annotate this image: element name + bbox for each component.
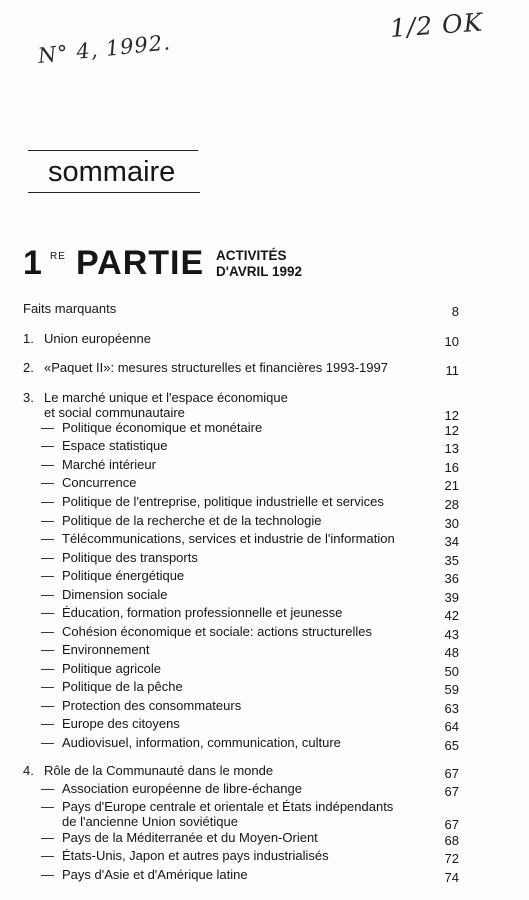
toc-entry-page: 67 bbox=[444, 817, 459, 832]
toc-entry-text: «Paquet II»: mesures structurelles et financières 1993-1997 bbox=[44, 360, 388, 375]
toc-dash-bullet: — bbox=[41, 867, 54, 882]
toc-entry-number: 3. bbox=[23, 390, 34, 405]
toc-dash-bullet: — bbox=[41, 494, 54, 509]
toc-entry-page: 39 bbox=[444, 590, 459, 605]
toc-entry-text: Politique agricole bbox=[62, 661, 162, 676]
toc-dash-bullet: — bbox=[41, 457, 54, 472]
toc-entry-text: Politique des transports bbox=[62, 550, 198, 565]
toc-entry-page: 11 bbox=[445, 363, 459, 378]
toc-entry-text: Environnement bbox=[62, 642, 150, 657]
toc-entry-page: 50 bbox=[444, 664, 459, 679]
toc-entry-text: Faits marquants bbox=[23, 301, 117, 316]
toc-dash-bullet: — bbox=[41, 568, 54, 583]
toc-entry-text: Dimension sociale bbox=[62, 587, 168, 602]
toc-dash-bullet: — bbox=[41, 735, 54, 750]
toc-entry bbox=[0, 780, 529, 798]
toc-entry-text: Politique économique et monétaire bbox=[62, 420, 263, 435]
toc-entry bbox=[0, 641, 529, 659]
toc-entry bbox=[0, 715, 529, 733]
toc-entry bbox=[0, 866, 529, 884]
toc-dash-bullet: — bbox=[41, 550, 54, 565]
toc-dash-bullet: — bbox=[41, 716, 54, 731]
toc-entry-page: 35 bbox=[444, 553, 459, 568]
toc-dash-bullet: — bbox=[41, 420, 54, 435]
toc-entry bbox=[0, 798, 529, 832]
title-rule-top bbox=[28, 150, 198, 151]
toc-dash-bullet: — bbox=[41, 830, 54, 845]
toc-entry-page: 68 bbox=[444, 833, 459, 848]
toc-entry bbox=[0, 829, 529, 847]
toc-dash-bullet: — bbox=[41, 605, 54, 620]
toc-entry bbox=[0, 847, 529, 865]
toc-entry bbox=[0, 567, 529, 585]
toc-entry bbox=[0, 678, 529, 696]
toc-entry-text: Politique énergétique bbox=[62, 568, 185, 583]
toc-entry-text: Association européenne de libre-échange bbox=[62, 781, 302, 796]
toc-entry-page: 65 bbox=[444, 738, 459, 753]
toc-entry bbox=[0, 389, 529, 423]
toc-entry bbox=[0, 419, 529, 437]
part-word: PARTIE bbox=[76, 244, 205, 282]
toc-dash-bullet: — bbox=[41, 698, 54, 713]
part-number-suffix: RE bbox=[50, 251, 66, 262]
toc-entry-page: 12 bbox=[444, 423, 459, 438]
toc-entry-text-continued: et social communautaire bbox=[44, 405, 185, 420]
toc-entry-page: 43 bbox=[444, 627, 459, 642]
toc-entry-page: 42 bbox=[444, 608, 459, 623]
toc-entry bbox=[0, 330, 529, 348]
part-number: 1 bbox=[23, 244, 42, 282]
toc-entry bbox=[0, 359, 529, 377]
toc-dash-bullet: — bbox=[41, 438, 54, 453]
part-subtitle-line1: ACTIVITÉS bbox=[216, 248, 287, 263]
toc-entry-page: 16 bbox=[444, 460, 459, 475]
toc-dash-bullet: — bbox=[41, 475, 54, 490]
toc-entry-text-continued: de l'ancienne Union soviétique bbox=[62, 814, 238, 829]
toc-entry bbox=[0, 549, 529, 567]
toc-entry bbox=[0, 586, 529, 604]
toc-entry bbox=[0, 437, 529, 455]
toc-entry-text: Politique de l'entreprise, politique industrielle et services bbox=[62, 494, 384, 509]
toc-entry-page: 74 bbox=[444, 870, 459, 885]
toc-entry bbox=[0, 512, 529, 530]
toc-entry-text: Éducation, formation professionnelle et jeunesse bbox=[62, 605, 343, 620]
toc-entry-page: 8 bbox=[451, 304, 459, 319]
toc-entry-page: 21 bbox=[444, 478, 459, 493]
toc-dash-bullet: — bbox=[41, 531, 54, 546]
toc-entry bbox=[0, 493, 529, 511]
toc-entry-page: 64 bbox=[444, 719, 459, 734]
toc-entry-page: 67 bbox=[444, 766, 459, 781]
toc-entry-page: 36 bbox=[444, 571, 459, 586]
toc-entry-text: Le marché unique et l'espace économique bbox=[44, 390, 288, 405]
toc-entry-text: Cohésion économique et sociale: actions structurelles bbox=[62, 624, 373, 639]
toc-entry-number: 1. bbox=[23, 331, 34, 346]
toc-entry bbox=[0, 456, 529, 474]
toc-entry bbox=[0, 474, 529, 492]
part-subtitle-line2: D'AVRIL 1992 bbox=[216, 264, 302, 279]
toc-entry-text: Union européenne bbox=[44, 331, 151, 346]
toc-dash-bullet: — bbox=[41, 848, 54, 863]
toc-entry-page: 72 bbox=[444, 851, 459, 866]
title-rule-bottom bbox=[28, 192, 200, 193]
toc-entry-page: 34 bbox=[444, 534, 459, 549]
toc-dash-bullet: — bbox=[41, 642, 54, 657]
toc-entry bbox=[0, 697, 529, 715]
toc-entry-page: 67 bbox=[444, 784, 459, 799]
toc-entry-text: Espace statistique bbox=[62, 438, 168, 453]
toc-entry-text: Rôle de la Communauté dans le monde bbox=[44, 763, 274, 778]
toc-entry-page: 12 bbox=[444, 408, 459, 423]
handwritten-ok-note: 1/2 OK bbox=[388, 7, 485, 43]
toc-entry-text: Europe des citoyens bbox=[62, 716, 180, 731]
toc-dash-bullet: — bbox=[41, 513, 54, 528]
toc-entry-number: 4. bbox=[23, 763, 34, 778]
toc-entry-text: États-Unis, Japon et autres pays industrialisés bbox=[62, 848, 329, 863]
toc-dash-bullet: — bbox=[41, 661, 54, 676]
toc-entry bbox=[0, 530, 529, 548]
toc-entry bbox=[0, 604, 529, 622]
toc-dash-bullet: — bbox=[41, 624, 54, 639]
toc-entry-page: 59 bbox=[444, 682, 459, 697]
part-subtitle bbox=[216, 248, 302, 280]
toc-entry-page: 13 bbox=[444, 441, 459, 456]
handwritten-issue-note: N° 4, 1992. bbox=[36, 30, 172, 68]
toc-entry-page: 30 bbox=[444, 516, 459, 531]
toc-entry bbox=[0, 734, 529, 752]
toc-dash-bullet: — bbox=[41, 587, 54, 602]
toc-dash-bullet: — bbox=[41, 679, 54, 694]
toc-entry-page: 28 bbox=[444, 497, 459, 512]
toc-entry bbox=[0, 660, 529, 678]
toc-entry-text: Pays de la Méditerranée et du Moyen-Orient bbox=[62, 830, 318, 845]
toc-dash-bullet: — bbox=[41, 799, 54, 814]
toc-entry-text: Audiovisuel, information, communication, culture bbox=[62, 735, 341, 750]
toc-entry bbox=[0, 300, 529, 318]
toc-entry-number: 2. bbox=[23, 360, 34, 375]
toc-entry-page: 10 bbox=[444, 334, 459, 349]
toc-entry-text: Politique de la recherche et de la technologie bbox=[62, 513, 322, 528]
toc-entry-page: 48 bbox=[444, 645, 459, 660]
toc-entry-text: Marché intérieur bbox=[62, 457, 156, 472]
toc-entry-text: Protection des consommateurs bbox=[62, 698, 242, 713]
toc-entry bbox=[0, 623, 529, 641]
toc-entry bbox=[0, 762, 529, 780]
toc-entry-text: Pays d'Europe centrale et orientale et États indépendants bbox=[62, 799, 394, 814]
page-title: sommaire bbox=[48, 156, 176, 188]
toc-entry-text: Télécommunications, services et industrie de l'information bbox=[62, 531, 395, 546]
toc-entry-text: Pays d'Asie et d'Amérique latine bbox=[62, 867, 248, 882]
toc-entry-page: 63 bbox=[444, 701, 459, 716]
toc-entry-text: Politique de la pêche bbox=[62, 679, 183, 694]
toc-entry-text: Concurrence bbox=[62, 475, 137, 490]
toc-dash-bullet: — bbox=[41, 781, 54, 796]
